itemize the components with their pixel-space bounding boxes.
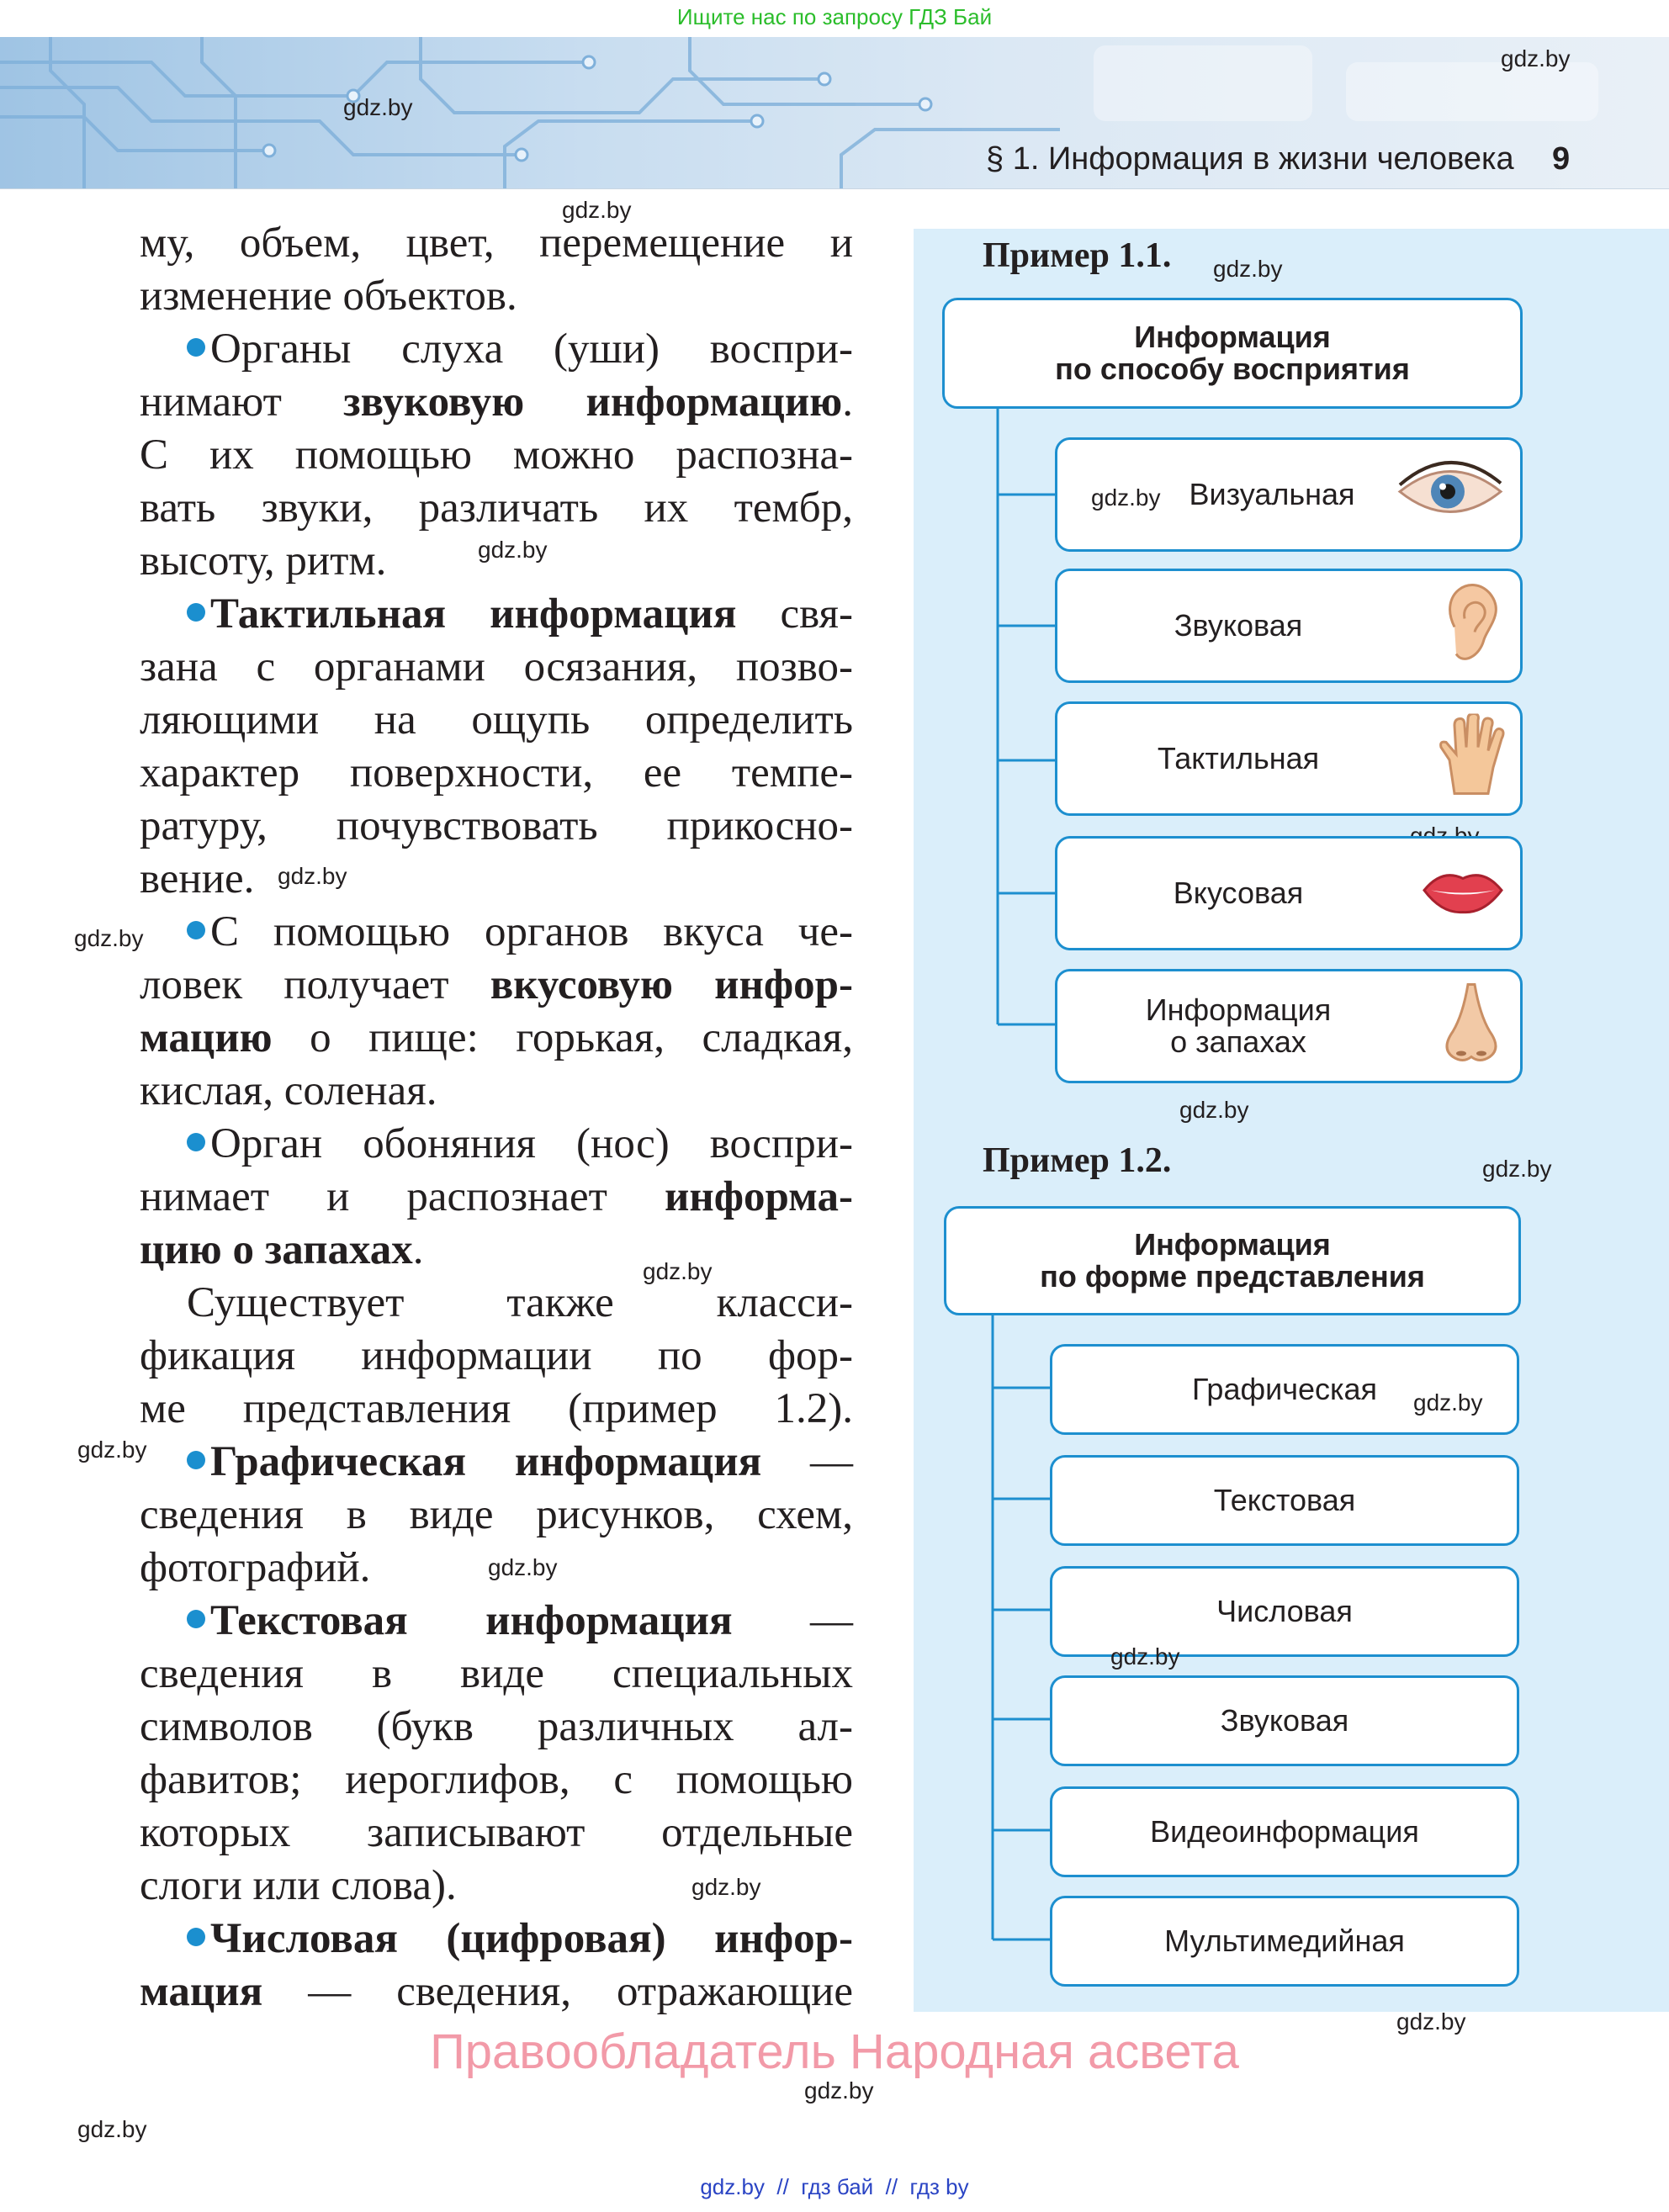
text-line: ме представления (пример 1.2). bbox=[140, 1385, 853, 1432]
item-label: Звуковая bbox=[1174, 608, 1303, 643]
paragraph: му, объем, цвет, перемещение и bbox=[140, 220, 853, 267]
form-sound-box bbox=[1050, 1675, 1519, 1766]
form-multimedia-box bbox=[1050, 1896, 1519, 1987]
head-line: Информация bbox=[1134, 1227, 1331, 1262]
text-line: вать звуки, различать их тембр, bbox=[140, 484, 853, 532]
bullet-icon bbox=[187, 338, 205, 357]
paragraph: изменение объектов. bbox=[140, 273, 517, 320]
watermark: gdz.by bbox=[1482, 1156, 1552, 1182]
item-label: Числовая bbox=[1216, 1594, 1353, 1628]
text-line: высоту, ритм. bbox=[140, 537, 387, 585]
form-text-box bbox=[1050, 1455, 1519, 1546]
section-title: § 1. Информация в жизни человека bbox=[986, 141, 1514, 177]
perception-tactile-box bbox=[1055, 701, 1523, 816]
text-line: сведения в виде специальных bbox=[140, 1650, 853, 1697]
example-1-head-box bbox=[942, 298, 1523, 409]
watermark: gdz.by bbox=[1110, 1643, 1180, 1670]
paragraph: Текстовая информация — bbox=[140, 1595, 853, 1648]
item-label-line: о запахах bbox=[1170, 1024, 1306, 1059]
watermark: gdz.by bbox=[643, 1258, 713, 1284]
paragraph: Существует также класси- bbox=[187, 1279, 853, 1326]
paragraph: С помощью органов вкуса че- bbox=[140, 906, 853, 959]
item-label: Тактильная bbox=[1157, 741, 1320, 775]
watermark: gdz.by bbox=[1213, 256, 1283, 282]
bullet-icon bbox=[187, 1133, 205, 1151]
ear-icon bbox=[1438, 577, 1505, 675]
text-line: символов (букв различных ал- bbox=[140, 1703, 853, 1750]
watermark: gdz.by bbox=[1179, 1097, 1249, 1123]
footer-links[interactable]: gdz.by // гдз бай // гдз by bbox=[700, 2174, 969, 2199]
watermark: gdz.by bbox=[1413, 1389, 1483, 1416]
text-line: кислая, соленая. bbox=[140, 1067, 437, 1114]
perception-sound-box bbox=[1055, 569, 1523, 683]
watermark: gdz.by bbox=[278, 863, 347, 889]
head-line: Информация bbox=[1134, 320, 1331, 354]
item-label-line: Информация bbox=[1145, 992, 1332, 1027]
example-2-label: Пример 1.2. bbox=[983, 1141, 1172, 1180]
example-2-head-box bbox=[944, 1206, 1521, 1315]
text-line: фотографий. bbox=[140, 1544, 371, 1591]
bullet-icon bbox=[187, 1610, 205, 1628]
form-video-box bbox=[1050, 1786, 1519, 1877]
paragraph: Орган обоняния (нос) воспри- bbox=[140, 1118, 853, 1171]
watermark: gdz.by bbox=[488, 1554, 558, 1580]
item-label: Звуковая bbox=[1220, 1703, 1349, 1738]
text-line: вение. bbox=[140, 855, 255, 902]
eye-icon bbox=[1396, 458, 1505, 532]
lips-icon bbox=[1421, 865, 1505, 922]
text-line: мация — сведения, отражающие bbox=[140, 1968, 853, 2015]
watermark: gdz.by bbox=[1396, 2008, 1466, 2035]
item-label: Визуальная bbox=[1189, 477, 1355, 511]
item-label: Мультимедийная bbox=[1164, 1924, 1405, 1958]
item-label: Текстовая bbox=[1213, 1483, 1356, 1517]
text-line: С их помощью можно распозна- bbox=[140, 431, 853, 479]
watermark: gdz.by bbox=[1091, 484, 1161, 511]
text-line: нимает и распознает информа- bbox=[140, 1173, 853, 1220]
watermark: gdz.by bbox=[691, 1874, 761, 1900]
watermark: gdz.by bbox=[804, 2077, 874, 2104]
item-label bbox=[1057, 994, 1419, 1058]
text-line: нимают звуковую информацию. bbox=[140, 378, 853, 426]
body-text bbox=[140, 217, 853, 2019]
copyright-notice: Правообладатель Народная асвета bbox=[430, 2024, 1239, 2079]
watermark: gdz.by bbox=[343, 94, 413, 120]
text-line: фикация информации по фор- bbox=[140, 1332, 853, 1379]
bullet-icon bbox=[187, 1928, 205, 1946]
text-line: мацию о пище: горькая, сладкая, bbox=[140, 1014, 853, 1061]
watermark: gdz.by bbox=[74, 925, 144, 951]
item-label: Вкусовая bbox=[1173, 876, 1304, 910]
watermark: gdz.by bbox=[77, 2116, 147, 2142]
page-number: 9 bbox=[1552, 141, 1571, 177]
watermark: gdz.by bbox=[1501, 45, 1571, 71]
text-line: ратуру, почувствовать прикосно- bbox=[140, 802, 853, 849]
top-banner[interactable]: Ищите нас по запросу ГДЗ Бай bbox=[676, 4, 993, 29]
paragraph: Тактильная информация свя- bbox=[140, 588, 853, 641]
head-line: по форме представления bbox=[1040, 1259, 1425, 1294]
text-line: цию о запахах. bbox=[140, 1226, 424, 1273]
bullet-icon bbox=[187, 603, 205, 622]
text-line: зана с органами осязания, позво- bbox=[140, 643, 853, 691]
text-line: ловек получает вкусовую инфор- bbox=[140, 961, 853, 1008]
perception-taste-box bbox=[1055, 836, 1523, 950]
bullet-icon bbox=[187, 1451, 205, 1469]
text-line: слоги или слова). bbox=[140, 1862, 457, 1909]
text-line: ляющими на ощупь определить bbox=[140, 696, 853, 744]
watermark: gdz.by bbox=[77, 1437, 147, 1463]
tree-lines-example-2 bbox=[991, 1315, 1058, 1959]
text-line: сведения в виде рисунков, схем, bbox=[140, 1491, 853, 1538]
paragraph: Числовая (цифровая) инфор- bbox=[140, 1913, 853, 1966]
bullet-icon bbox=[187, 921, 205, 939]
item-label: Видеоинформация bbox=[1150, 1814, 1419, 1849]
hand-icon bbox=[1438, 714, 1505, 804]
page-header bbox=[0, 37, 1669, 189]
example-1-label: Пример 1.1. bbox=[983, 236, 1172, 275]
paragraph: Органы слуха (уши) воспри- bbox=[140, 323, 853, 376]
head-line: по способу восприятия bbox=[1055, 352, 1410, 386]
text-line: характер поверхности, ее темпе- bbox=[140, 749, 853, 796]
perception-smell-box bbox=[1055, 969, 1523, 1083]
text-line: которых записывают отдельные bbox=[140, 1809, 853, 1856]
watermark: gdz.by bbox=[478, 537, 548, 563]
perception-visual-box bbox=[1055, 437, 1523, 552]
text-line: фавитов; иероглифов, с помощью bbox=[140, 1756, 853, 1803]
watermark: gdz.by bbox=[562, 197, 632, 223]
paragraph: Графическая информация — bbox=[140, 1436, 853, 1489]
item-label: Графическая bbox=[1191, 1372, 1378, 1406]
tree-lines-example-1 bbox=[996, 409, 1063, 1035]
nose-icon bbox=[1438, 982, 1505, 1072]
